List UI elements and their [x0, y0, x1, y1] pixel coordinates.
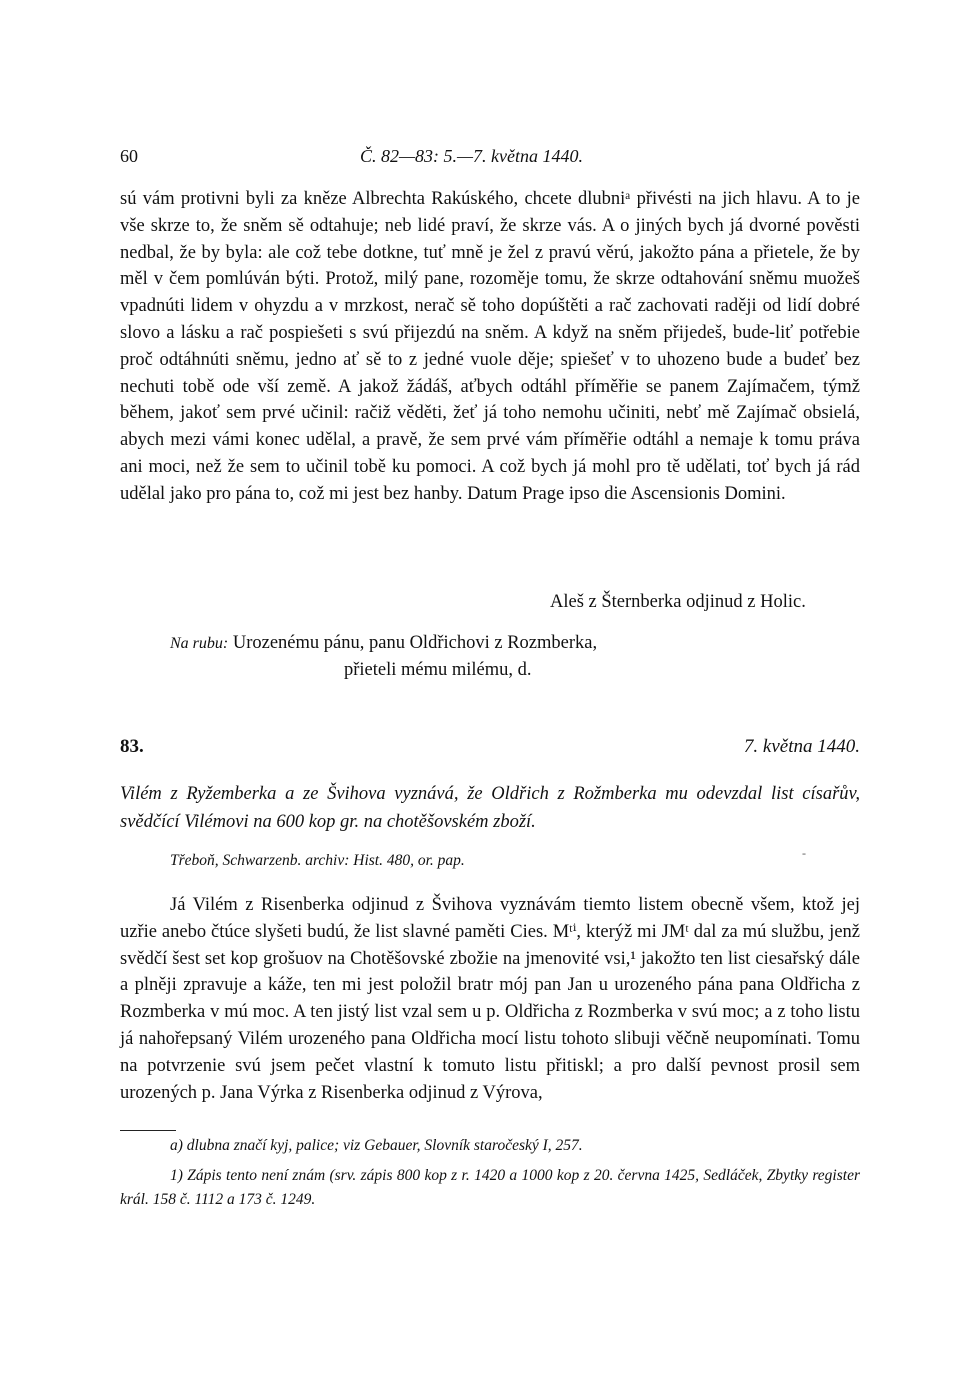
footnote-rule [120, 1130, 176, 1131]
document-text: Já Vilém z Risenberka odjinud z Švihova vyznávám tiemto listem obecně všem, ktož jej uzřie anebo čtúce slyšeti budú, že list slavné paměti Cies. Mᵗⁱ, kterýž mi JMᵗ dal za mú službu, jenž svědčí šest set kop grošuov na Chotěšovské zbožie na jmenovité vsi,¹ jakožto ten list ciesařský dále a plněji zpravuje a káže, ten mi jest položil bratr mój pan Jan u urozeného pána pana Oldřicha z Rozmberka v mú moc. A ten jistý list vzal sem u p. Oldřicha z Rozmberka v svú moc; a z toho listu já nahořepsaný Vilém urozeného pana Oldřicha mocí listu tohoto slibuji věčně neupomínati. Tomu na potvrzenie svú jsem pečet vlastní k tomuto listu přitiskl; a pro další pevnost prosil sem urozených p. Jana Výrka z Risenberka odjinud z Výrova, [120, 895, 860, 1103]
document-heading [120, 736, 860, 762]
page-number: 60 [120, 146, 138, 166]
letter-text [120, 186, 860, 508]
letter-signature: Aleš z Šternberka odjinud z Holic. [550, 592, 806, 612]
running-head: Č. 82—83: 5.—7. května 1440. [360, 146, 583, 166]
margin-mark: ‐ [802, 846, 806, 860]
document-number: 83. [120, 736, 144, 757]
document-date: 7. května 1440. [743, 736, 860, 757]
archive-reference: Třeboň, Schwarzenb. archiv: Hist. 480, or. pap. [170, 852, 465, 869]
address-block [170, 630, 597, 684]
address-line-2: přieteli mému milému, d. [344, 660, 532, 680]
footnote-1: 1) Zápis tento není znám (srv. zápis 800 kop z r. 1420 a 1000 kop z 20. června 1425, Sedláček, Zbytky register král. 158 č. 1112 a 173 č. 1249. [120, 1167, 860, 1208]
document-regest: Vilém z Ryžemberka a ze Švihova vyznává, že Oldřich z Rožmberka mu odevzdal list císařův, svědčící Vilémovi na 600 kop gr. na chotěšovském zboží. [120, 784, 860, 832]
footnote-a: a) dlubna značí kyj, palice; viz Gebauer, Slovník staročeský I, 257. [170, 1137, 583, 1154]
address-label: Na rubu: [170, 635, 229, 652]
letter-paragraph: sú vám protivni byli za kněze Albrechta Rakúského, chcete dlubniᵃ přivésti na jich hlavu. A to je vše skrze to, že sněm sě odtahuje; neb lidé praví, že skrze vás. A o jiných bych já dvorné pověsti nedbal, že by byla: ale což tebe dotkne, tuť mně je žel z pravú věrú, jakožto pána a přietele, že by měl v čem pomlúván býti. Protož, milý pane, rozoměje tomu, že skrze odtahování sněmu muožeš vpadnúti lidem v ohyzdu a v mrzkost, nerač sě toho dopúštěti a rač zachovati raději od lidí dobré slovo a lásku a rač pospiešeti s svú přijezdú na sněm. A když na sněm přijedeš, bude-liť potřebie proč odtáhnúti sněmu, jedno ať sě to z jedné vuole děje; spiešeť v to uhozeno bude a budeť bez nechuti tobě ode vší země. A jakož žádáš, aťbych odtáhl příměřie se panem Zajímačem, týmž během, jakoť sem prvé učinil: račiž věděti, žeť já toho nemohu učiniti, nebť mě Zajímač obsielá, abych mezi vámi konec udělal, a pravě, že sem prvé vám příměřie odtáhl a nemaje k tomu práva ani moci, než že sem to učinil tobě ku pomoci. A což bych já mohl pro tě udělati, toť bych já rád udělal jako pro pána to, což mi jest bez hanby. Datum Prage ipso die Ascensionis Domini. [120, 189, 860, 504]
address-line-1: Urozenému pánu, panu Oldřichovi z Rozmberka, [232, 633, 598, 653]
page-header [120, 146, 860, 170]
